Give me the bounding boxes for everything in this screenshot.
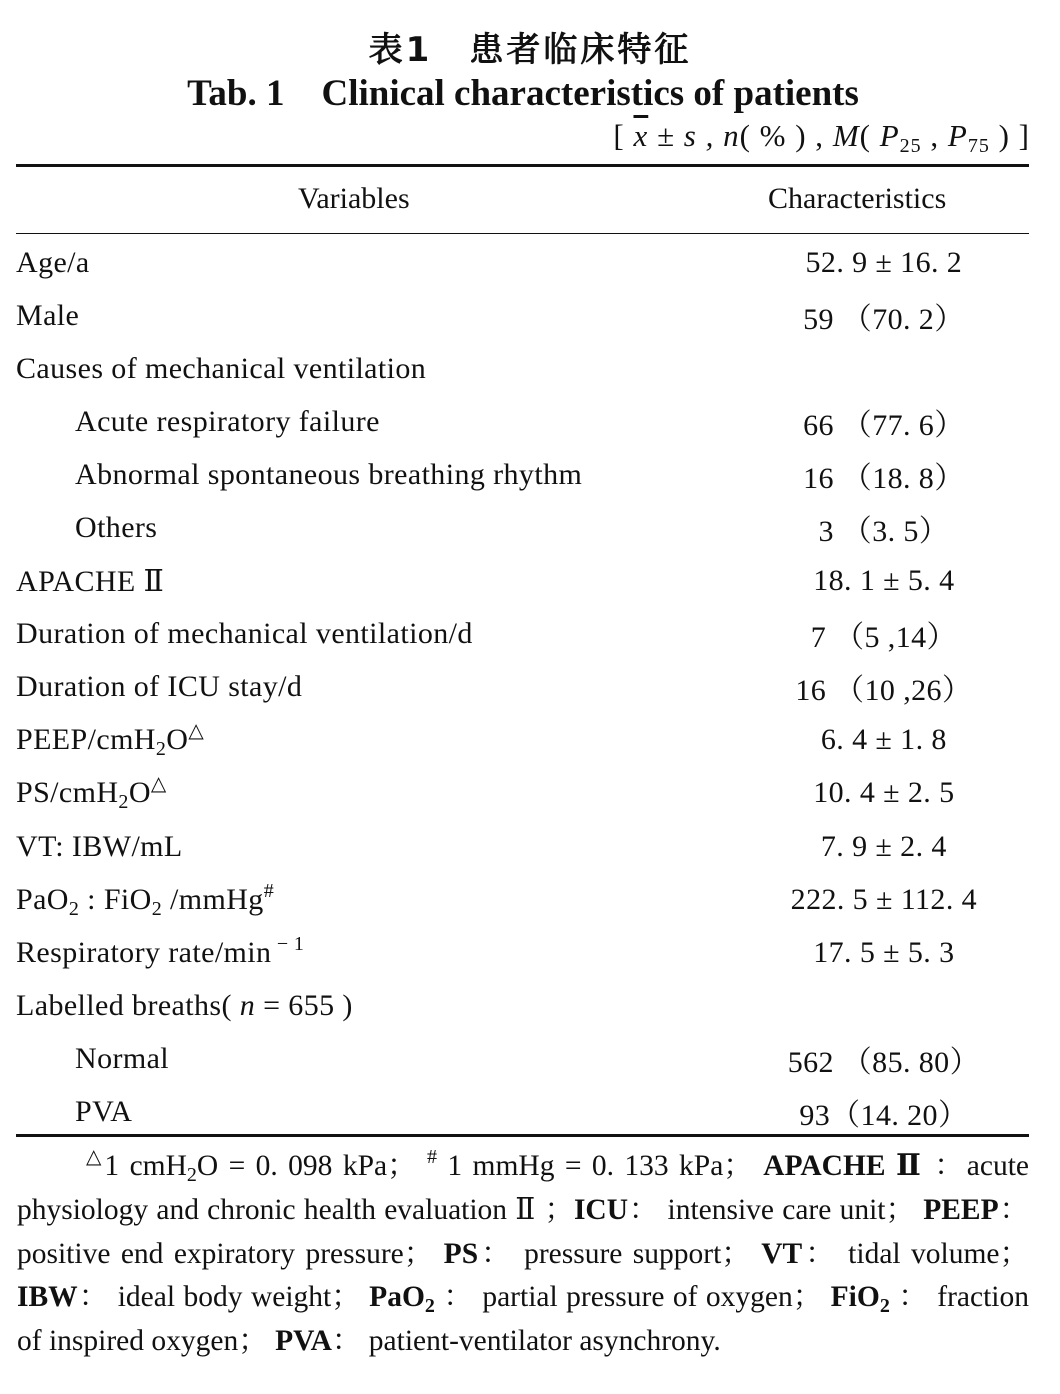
row-label: APACHE Ⅱ	[16, 564, 165, 598]
row-value: 66 （77. 6）	[803, 408, 965, 442]
row-label: PS/cmH$_2$O△	[16, 773, 167, 814]
row-value: 16 （10 ,26）	[795, 674, 973, 708]
table-top-rule	[16, 164, 1029, 167]
row-label: PaO$_2$ : FiO$_2$ /mmHg#	[16, 879, 275, 920]
table-row	[16, 608, 1029, 661]
row-label: Male	[16, 298, 80, 332]
table-bottom-rule	[16, 1134, 1029, 1137]
row-label: VT: IBW/mL	[16, 829, 183, 863]
table-row	[16, 873, 1029, 926]
row-label: Causes of mechanical ventilation	[16, 351, 427, 385]
row-label: Age/a	[16, 245, 90, 279]
table-row	[16, 1032, 1029, 1085]
row-value	[739, 979, 1029, 1032]
row-label: PVA	[75, 1095, 133, 1129]
header-rule	[16, 233, 1029, 234]
row-label: Acute respiratory failure	[75, 404, 380, 438]
table-title-english: Tab. 1 Clinical characteristics of patients	[187, 73, 859, 114]
row-value: 18. 1 ± 5. 4	[813, 564, 955, 598]
table-footnote: △1 cmH$_2$O = 0. 098 kPa； # 1 mmHg = 0. 133 kPa； APACHE Ⅱ ：acute physiology and chronic health evaluation Ⅱ ；ICU： intensive care unit； PEEP： positive end expiratory pressure； PS： pressure support； VT： tidal volume； IBW： ideal body weight； PaO$_2$ ： partial pressure of oxygen； FiO$_2$ ： fraction of inspired oxygen； PVA： patient-ventilator asynchrony.	[17, 1146, 1030, 1358]
row-value: 3 （3. 5）	[818, 515, 950, 549]
table-row	[16, 820, 1029, 873]
row-value: 222. 5 ± 112. 4	[790, 882, 978, 916]
table-row	[16, 448, 1029, 501]
row-label: Labelled breaths( n = 655 )	[16, 988, 353, 1022]
table-row	[16, 342, 1029, 395]
row-value: 10. 4 ± 2. 5	[813, 776, 955, 810]
table-title-chinese: 表1 患者临床特征	[368, 30, 692, 70]
table-row	[16, 926, 1029, 979]
row-label: Respiratory rate/min $^{- 1}$	[16, 932, 305, 969]
unit-notation: [ $\overline{x} \pm s$ , n( % ) , M( $P_{25}$ , $P_{75}$ ) ]	[613, 118, 1030, 157]
row-label: Duration of ICU stay/d	[16, 670, 303, 704]
table-row	[16, 289, 1029, 342]
table-row	[16, 236, 1029, 289]
row-value: 17. 5 ± 5. 3	[813, 935, 955, 969]
table-row	[16, 767, 1029, 820]
header-characteristics: Characteristics	[768, 182, 947, 215]
characteristics-table	[16, 236, 1029, 1139]
row-label: PEEP/cmH$_2$O△	[16, 720, 205, 761]
row-value: 52. 9 ± 16. 2	[805, 245, 963, 279]
row-value: 562 （85. 80）	[787, 1045, 980, 1079]
table-row	[16, 714, 1029, 767]
row-value: 59 （70. 2）	[803, 302, 965, 336]
row-value	[739, 342, 1029, 395]
table-row	[16, 501, 1029, 554]
row-value: 16 （18. 8）	[803, 461, 965, 495]
table-row	[16, 979, 1029, 1032]
header-variables: Variables	[298, 182, 410, 215]
row-label: Others	[75, 511, 158, 545]
row-value: 6. 4 ± 1. 8	[820, 723, 947, 757]
table-row	[16, 395, 1029, 448]
row-label: Abnormal spontaneous breathing rhythm	[75, 457, 583, 491]
row-label: Normal	[75, 1041, 170, 1075]
row-label: Duration of mechanical ventilation/d	[16, 617, 473, 651]
table-row	[16, 555, 1029, 608]
row-value: 93（14. 20）	[799, 1099, 969, 1133]
row-value: 7 （5 ,14）	[810, 621, 957, 655]
table-row	[16, 661, 1029, 714]
table-row	[16, 1086, 1029, 1139]
row-value: 7. 9 ± 2. 4	[820, 829, 947, 863]
